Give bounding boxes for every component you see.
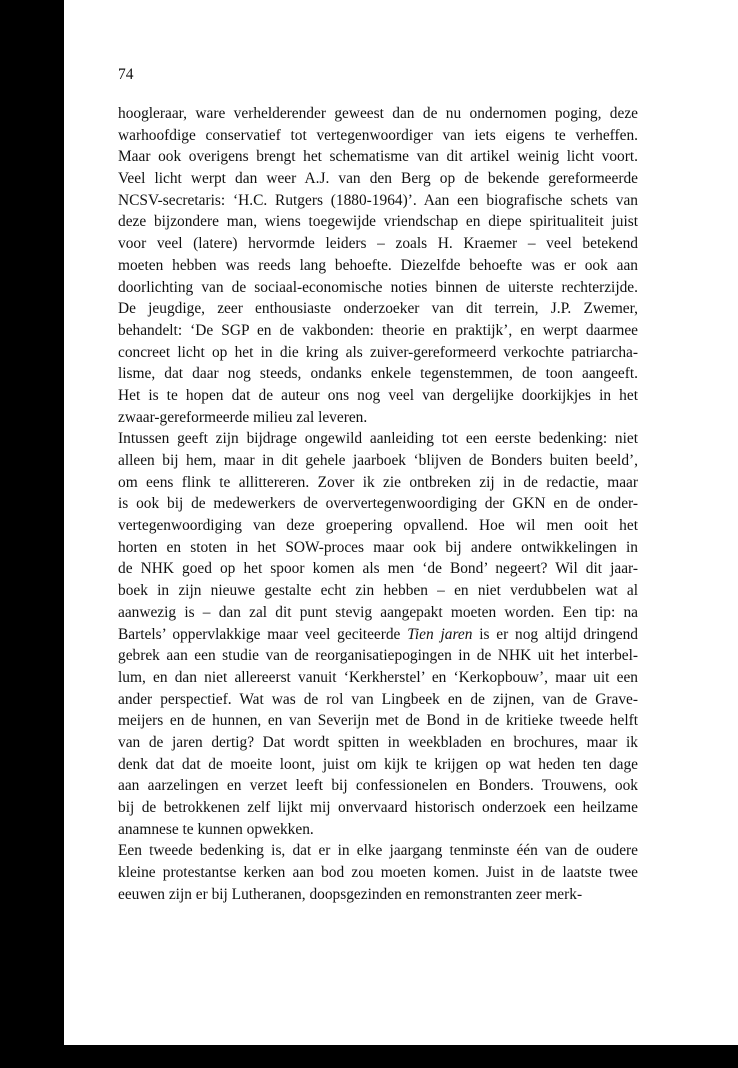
text-line: om eens flink te allittereren. Zover ik zie ontbreken zij in de redactie, maar (118, 473, 638, 491)
text-line: zwaar-gereformeerde milieu zal leveren. (118, 408, 368, 426)
body-text (118, 103, 638, 905)
text-line: denk dat dat de moeite loont, juist om kijk te krijgen op wat heden ten dage (118, 755, 638, 773)
text-line: deze bijzondere man, wiens toegewijde vriendschap en diepe spiritualiteit juist (118, 213, 638, 231)
text-line: bij de betrokkenen zelf lijkt mij onvervaard historisch onderzoek een heilzame (118, 799, 638, 816)
text-line: behandelt: ‘De SGP en de vakbonden: theorie en praktijk’, en werpt daarmee (118, 321, 638, 339)
text-line: Een tweede bedenking is, dat er in elke jaargang tenminste één van de oudere (118, 842, 638, 860)
text-line: Het is te hopen dat de auteur ons nog veel van dergelijke doorkijkjes in het (118, 386, 638, 404)
text-line: moeten hebben was reeds lang behoefte. Diezelfde behoefte was er ook aan (118, 256, 638, 274)
text-line: vertegenwoordiging van deze groepering opvallend. Hoe wil men ooit het (118, 517, 638, 535)
text-line: Maar ook overigens brengt het schematisme van dit artikel weinig licht voort. (118, 148, 638, 166)
text-line: Intussen geeft zijn bijdrage ongewild aanleiding tot een eerste bedenking: niet (118, 430, 638, 448)
text-line: lum, en dan niet allereerst vanuit ‘Kerkherstel’ en ‘Kerkopbouw’, maar uit een (118, 668, 638, 686)
text-line: concreet licht op het in die kring als zuiver-gereformeerd verkochte patriarcha- (118, 343, 638, 361)
text-line: anamnese te kunnen opwekken. (118, 820, 314, 838)
text-line: voor veel (latere) hervormde leiders – zoals H. Kraemer – veel betekend (118, 235, 638, 253)
text-line: kleine protestantse kerken aan bod zou moeten komen. Juist in de laatste twee (118, 864, 638, 882)
text-line: lisme, dat daar nog steeds, ondanks enkele tegenstemmen, de toon aangeeft. (118, 365, 638, 383)
paragraph (118, 428, 638, 840)
text-line: alleen bij hem, maar in dit gehele jaarboek ‘blijven de Bonders buiten beeld’, (118, 452, 638, 469)
text-line: aan aarzelingen en verzet leeft bij confessionelen en Bonders. Trouwens, ook (118, 777, 638, 795)
text-line: Veel licht werpt dan weer A.J. van den Berg op de bekende gereformeerde (118, 170, 638, 188)
text-line: De jeugdige, zeer enthousiaste onderzoeker van dit terrein, J.P. Zwemer, (118, 300, 638, 318)
text-line: boek in zijn nieuwe gestalte echt zin hebben – en niet verdubbelen wat al (118, 582, 638, 600)
text-line: doorlichting van de sociaal-economische noties binnen de uiterste rechterzijde. (118, 278, 638, 296)
text-line: gebrek aan een studie van de reorganisatiepogingen in de NHK uit het interbel- (118, 647, 638, 665)
scan-bottom-border (0, 1045, 738, 1068)
text-line: ander perspectief. Wat was de rol van Lingbeek en de zijnen, van de Grave- (118, 690, 638, 708)
text-line: hoogleraar, ware verhelderender geweest dan de nu ondernomen poging, deze (118, 105, 638, 122)
text-line: NCSV-secretaris: ‘H.C. Rutgers (1880-1964)’. Aan een biografische schets van (118, 191, 638, 209)
book-title: Tien jaren (407, 625, 473, 643)
text-line: van de jaren dertig? Dat wordt spitten in weekbladen en brochures, maar ik (118, 733, 638, 751)
text-line: eeuwen zijn er bij Lutheranen, doopsgezinden en remonstranten zeer merk- (118, 885, 583, 903)
text-line: Bartels’ oppervlakkige maar veel geciteerde Tien jaren is er nog altijd dringend (118, 625, 639, 643)
page-number: 74 (118, 66, 134, 83)
text-line: de NHK goed op het spoor komen als men ‘de Bond’ negeert? Wil dit jaar- (118, 560, 638, 578)
paragraph (118, 840, 638, 905)
text-line: meijers en de hunnen, en van Severijn met de Bond in de kritieke tweede helft (118, 712, 638, 730)
text-line: horten en stoten in het SOW-proces maar ook bij andere ontwikkelingen in (118, 538, 638, 556)
paragraph (118, 103, 638, 428)
scan-left-border (0, 0, 64, 1068)
text-line: aanwezig is – dan zal dit punt stevig aangepakt moeten worden. Een tip: na (118, 603, 638, 621)
text-line: is ook bij de medewerkers de oververtegenwoordiging der GKN en de onder- (118, 495, 638, 513)
text-line: warhoofdige conservatief tot vertegenwoordiger van iets eigens te verheffen. (118, 126, 638, 144)
